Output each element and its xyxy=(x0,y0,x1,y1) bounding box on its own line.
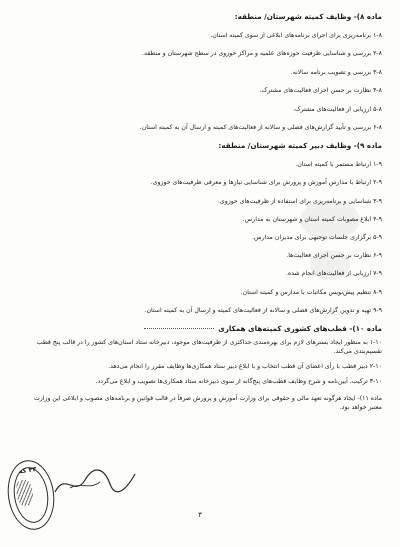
section-paragraph: ماده ۱۱)- ایجاد هرگونه تعهد مالی و حقوقی برای وزارت آموزش و پرورش صرفاً در قالب قوانین و برنامه‌های مصوب و ابلاغی این وزارت معتبر خواهد بود. xyxy=(33,394,382,411)
list-item: ۲-۱۰ دبیر قطب با رأی اعضای آن قطب انتخاب و با ابلاغ دبیر ستاد همکاری‌ها وظایف مقرر را انجام می‌دهد. xyxy=(108,362,382,370)
list-item: ۴-۸ نظارت بر حسن اجرای فعالیت‌های مشترک. xyxy=(259,87,382,94)
section-11 xyxy=(22,394,382,412)
list-item: ۳-۹ شناسایی و برنامه‌ریزی برای استفاده از ظرفیت‌های حوزوی. xyxy=(217,197,382,205)
heading-dotted-rule xyxy=(144,328,214,329)
list-item: ۶-۹ نظارت بر حسن اجرای فعالیت‌ها. xyxy=(286,252,382,260)
list-item: ۳-۸ بررسی و تصویب برنامه سالانه. xyxy=(290,68,382,76)
stamp-number: ۴۳ که xyxy=(18,465,37,476)
page-number: ۳ xyxy=(198,511,202,519)
list-item: ۴-۹ ابلاغ مصوبات کمیته استان و شهرستان به مدارس. xyxy=(242,215,382,223)
list-item: ۸-۹ تنظیم پیش‌نویس مکاتبات با مدارس و کمیته استان. xyxy=(240,288,382,296)
document-body xyxy=(22,12,382,412)
handwritten-signature xyxy=(50,462,140,502)
list-item: ۷-۹ ارزیابی از فعالیت‌های انجام شده. xyxy=(285,270,382,278)
section-9 xyxy=(22,141,382,315)
list-item: ۲-۸ بررسی و شناسایی ظرفیت حوزه‌های علمیه و مراکز حوزوی در سطح شهرستان و منطقه. xyxy=(142,50,382,57)
list-item: ۱-۱۰ به منظور ایجاد بسترهای لازم برای بهره‌مندی حداکثری از ظرفیت‌های موجود، دبیرخانه ستاد استان‌های کشور را در قالب پنج قطب تقسیم‌بندی می‌کند. xyxy=(36,338,382,355)
list-item: ۵-۸ ارزیابی از فعالیت‌های مشترک. xyxy=(293,105,382,113)
section-heading: ماده ۸)- وظایف کمیته شهرستان/ منطقه: xyxy=(234,12,382,21)
section-heading: ماده ۹)- وظایف دبیر کمیته شهرستان/ منطقه: xyxy=(218,141,382,150)
section-10 xyxy=(22,324,382,386)
list-item: ۵-۹ برگزاری جلسات توجیهی برای مدیران مدارس. xyxy=(252,233,382,241)
section-heading-text: ماده ۱۰)- قطب‌های کشوری کمیته‌های همکاری xyxy=(218,323,382,333)
list-item: ۱-۹ ارتباط مستمر با کمیته استان. xyxy=(295,161,382,169)
list-item: ۱-۸ برنامه‌ریزی برای اجرای برنامه‌های ابلاغی از سوی کمیته استان. xyxy=(210,31,382,39)
section-heading xyxy=(22,324,382,334)
list-item: ۲-۹ ارتباط با مدارس آموزش و پرورش برای شناسایی نیازها و معرفی ظرفیت‌های حوزوی. xyxy=(150,179,382,187)
section-8 xyxy=(22,12,382,132)
list-item: ۳-۱۰ ترکیب، آیین‌نامه و شرح وظایف قطب‌های پنج‌گانه از سوی دبیرخانه ستاد همکاری‌ها تصویب و ابلاغ می‌گردد. xyxy=(95,377,382,385)
list-item: ۶-۸ بررسی و تأیید گزارش‌های فصلی و سالانه از فعالیت‌های کمیته و ارسال آن به کمیته استان. xyxy=(139,124,382,131)
list-item: ۹-۹ تهیه و تدوین گزارش‌های فصلی و سالانه از فعالیت‌های کمیته و ارسال آن به کمیته استان. xyxy=(144,306,382,314)
